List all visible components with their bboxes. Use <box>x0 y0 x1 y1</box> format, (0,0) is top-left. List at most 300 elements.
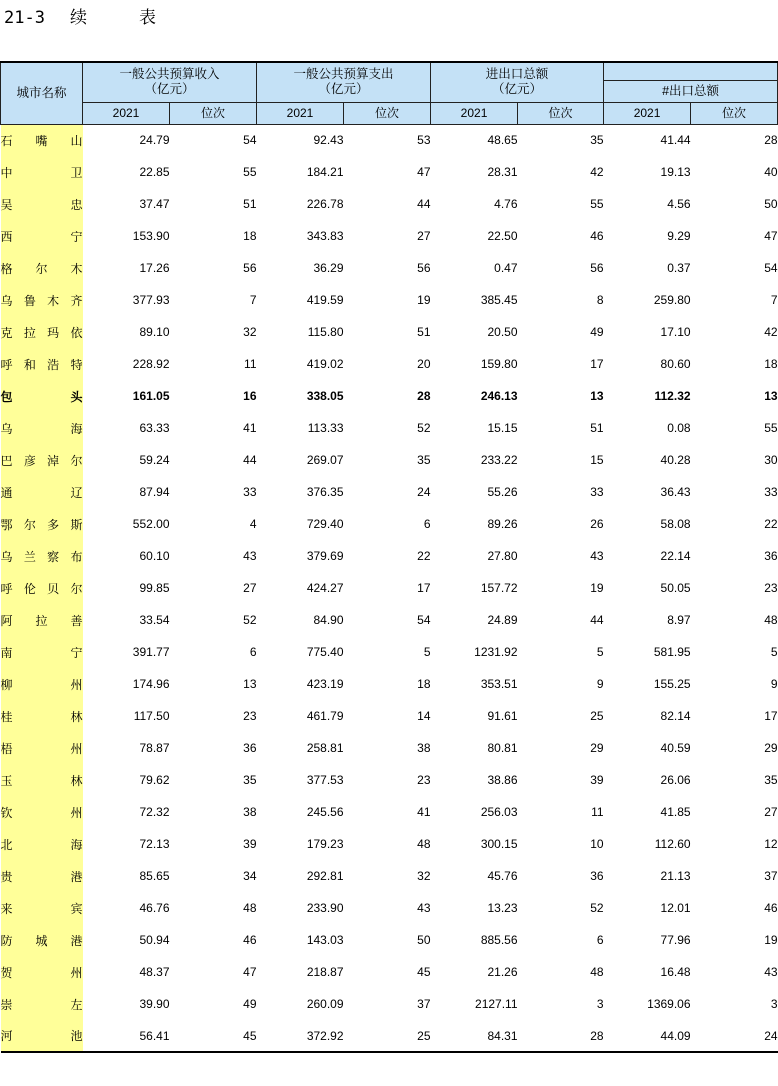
trade-rank-cell: 8 <box>596 293 604 307</box>
city-name-cell: 吴忠 <box>1 188 83 220</box>
header-revenue-rank: 位次 <box>170 102 257 124</box>
expenditure-rank-cell: 51 <box>417 325 431 339</box>
revenue-2021-cell: 72.13 <box>139 837 170 851</box>
revenue-rank-cell: 38 <box>243 805 257 819</box>
revenue-rank-cell: 18 <box>243 229 257 243</box>
expenditure-rank-cell: 6 <box>423 517 431 531</box>
export-2021-cell: 4.56 <box>667 197 691 211</box>
export-2021-cell: 40.59 <box>660 741 691 755</box>
trade-2021-cell: 38.86 <box>487 773 518 787</box>
revenue-rank-cell: 27 <box>243 581 257 595</box>
header-revenue-year: 2021 <box>83 102 170 124</box>
city-name-cell: 石嘴山 <box>1 124 83 156</box>
export-2021-cell: 16.48 <box>660 965 691 979</box>
trade-rank-cell: 51 <box>590 421 604 435</box>
expenditure-2021-cell: 115.80 <box>307 325 344 339</box>
trade-2021-cell: 27.80 <box>487 549 518 563</box>
export-2021-cell: 36.43 <box>660 485 691 499</box>
trade-2021-cell: 157.72 <box>480 581 518 595</box>
export-2021-cell: 9.29 <box>667 229 691 243</box>
expenditure-rank-cell: 20 <box>417 357 431 371</box>
trade-rank-cell: 9 <box>596 677 604 691</box>
table-row <box>1 1020 778 1052</box>
trade-2021-cell: 256.03 <box>480 805 518 819</box>
trade-rank-cell: 39 <box>590 773 604 787</box>
header-trade-total-title: 进出口总额 <box>485 67 549 82</box>
expenditure-2021-cell: 419.59 <box>306 293 344 307</box>
header-trade-year: 2021 <box>431 102 518 124</box>
expenditure-rank-cell: 53 <box>417 133 431 148</box>
expenditure-rank-cell: 47 <box>417 165 431 179</box>
trade-2021-cell: 45.76 <box>487 869 518 883</box>
export-rank-cell: 30 <box>764 453 778 467</box>
revenue-rank-cell: 48 <box>243 901 257 915</box>
export-rank-cell: 43 <box>764 965 778 979</box>
revenue-2021-cell: 63.33 <box>139 421 170 435</box>
expenditure-2021-cell: 377.53 <box>306 773 344 787</box>
export-2021-cell: 19.13 <box>660 165 691 179</box>
header-budget-expenditure <box>257 62 431 102</box>
revenue-2021-cell: 39.90 <box>139 997 170 1011</box>
revenue-rank-cell: 52 <box>243 613 257 627</box>
trade-2021-cell: 28.31 <box>487 165 518 179</box>
expenditure-rank-cell: 17 <box>417 581 431 595</box>
revenue-2021-cell: 24.79 <box>139 133 170 148</box>
header-budget-revenue <box>83 62 257 102</box>
header-budget-revenue-unit: （亿元） <box>144 82 195 97</box>
export-2021-cell: 41.85 <box>660 805 691 819</box>
table-row <box>1 572 778 604</box>
revenue-rank-cell: 46 <box>243 933 257 947</box>
export-2021-cell: 17.10 <box>660 325 691 339</box>
header-blank-cell <box>604 62 778 80</box>
table-row <box>1 284 778 316</box>
expenditure-rank-cell: 37 <box>417 997 431 1011</box>
revenue-rank-cell: 34 <box>243 869 257 883</box>
expenditure-2021-cell: 233.90 <box>306 901 344 915</box>
revenue-2021-cell: 377.93 <box>132 293 170 307</box>
expenditure-rank-cell: 24 <box>417 485 431 499</box>
expenditure-2021-cell: 419.02 <box>306 357 344 371</box>
revenue-rank-cell: 47 <box>243 965 257 979</box>
table-row <box>1 700 778 732</box>
revenue-rank-cell: 7 <box>249 293 257 307</box>
revenue-2021-cell: 174.96 <box>132 677 170 691</box>
trade-rank-cell: 26 <box>590 517 604 531</box>
trade-rank-cell: 33 <box>590 485 604 499</box>
expenditure-2021-cell: 372.92 <box>257 1020 344 1052</box>
trade-rank-cell: 3 <box>596 997 604 1011</box>
trade-2021-cell: 20.50 <box>487 325 518 339</box>
revenue-2021-cell: 89.10 <box>139 325 170 339</box>
revenue-rank-cell: 32 <box>243 325 257 339</box>
city-name-cell: 乌鲁木齐 <box>1 284 83 316</box>
expenditure-2021-cell: 260.09 <box>306 997 344 1011</box>
revenue-rank-cell: 35 <box>243 773 257 787</box>
trade-2021-cell: 24.89 <box>487 613 518 627</box>
revenue-2021-cell: 85.65 <box>139 869 170 883</box>
trade-rank-cell: 15 <box>590 453 604 467</box>
export-rank-cell: 22 <box>764 517 778 531</box>
table-row <box>1 796 778 828</box>
expenditure-2021-cell: 258.81 <box>306 741 344 755</box>
trade-rank-cell: 56 <box>590 261 604 275</box>
city-name-cell: 南宁 <box>1 636 83 668</box>
revenue-rank-cell: 49 <box>243 997 257 1011</box>
revenue-rank-cell: 33 <box>243 485 257 499</box>
city-name-cell: 呼伦贝尔 <box>1 572 83 604</box>
header-export-total: #出口总额 <box>604 80 778 102</box>
table-row <box>1 220 778 252</box>
trade-2021-cell: 89.26 <box>487 517 518 531</box>
export-rank-cell: 3 <box>770 997 778 1011</box>
header-budget-expenditure-title: 一般公共预算支出 <box>293 67 394 82</box>
trade-2021-cell: 91.61 <box>487 709 518 723</box>
revenue-2021-cell: 59.24 <box>139 453 170 467</box>
trade-rank-cell: 6 <box>596 933 604 947</box>
trade-rank-cell: 10 <box>590 837 604 851</box>
header-expenditure-rank: 位次 <box>344 102 431 124</box>
expenditure-rank-cell: 19 <box>417 293 431 307</box>
trade-rank-cell: 49 <box>590 325 604 339</box>
expenditure-2021-cell: 423.19 <box>306 677 344 691</box>
expenditure-rank-cell: 54 <box>417 613 431 627</box>
revenue-2021-cell: 99.85 <box>139 581 170 595</box>
expenditure-rank-cell: 50 <box>417 933 431 947</box>
trade-rank-cell: 46 <box>590 229 604 243</box>
export-2021-cell: 1369.06 <box>647 997 691 1011</box>
expenditure-2021-cell: 218.87 <box>306 965 344 979</box>
trade-rank-cell: 11 <box>591 805 604 819</box>
revenue-rank-cell: 56 <box>243 261 257 275</box>
table-row <box>1 252 778 284</box>
trade-2021-cell: 233.22 <box>480 453 518 467</box>
table-row <box>1 956 778 988</box>
table-continued-label: 续表 <box>70 8 156 27</box>
trade-2021-cell: 1231.92 <box>474 645 518 659</box>
table-row <box>1 668 778 700</box>
revenue-rank-cell: 36 <box>243 741 257 755</box>
trade-rank-cell: 13 <box>590 389 604 403</box>
export-rank-cell: 27 <box>764 805 778 819</box>
trade-2021-cell: 885.56 <box>480 933 518 947</box>
export-2021-cell: 155.25 <box>653 677 691 691</box>
table-row <box>1 540 778 572</box>
export-2021-cell: 40.28 <box>660 453 691 467</box>
expenditure-rank-cell: 35 <box>417 453 431 467</box>
expenditure-2021-cell: 92.43 <box>313 133 344 148</box>
trade-2021-cell: 300.15 <box>480 837 518 851</box>
revenue-rank-cell: 51 <box>243 197 257 211</box>
revenue-2021-cell: 79.62 <box>139 773 170 787</box>
city-name-cell: 乌兰察布 <box>1 540 83 572</box>
header-export-rank: 位次 <box>691 102 778 124</box>
expenditure-rank-cell: 25 <box>344 1020 431 1052</box>
export-rank-cell: 17 <box>764 709 778 723</box>
city-name-cell: 贵港 <box>1 860 83 892</box>
export-2021-cell: 8.97 <box>667 613 691 627</box>
trade-rank-cell: 36 <box>590 869 604 883</box>
export-rank-cell: 24 <box>691 1020 778 1052</box>
trade-rank-cell: 19 <box>590 581 604 595</box>
export-rank-cell: 29 <box>764 741 778 755</box>
table-row <box>1 892 778 924</box>
export-2021-cell: 41.44 <box>660 133 691 148</box>
revenue-2021-cell: 391.77 <box>132 645 170 659</box>
export-rank-cell: 42 <box>764 325 778 339</box>
header-trade-total <box>431 62 604 102</box>
expenditure-2021-cell: 338.05 <box>306 389 344 403</box>
export-2021-cell: 82.14 <box>660 709 691 723</box>
trade-rank-cell: 55 <box>590 197 604 211</box>
expenditure-rank-cell: 48 <box>417 837 431 851</box>
table-row <box>1 444 778 476</box>
city-name-cell: 鄂尔多斯 <box>1 508 83 540</box>
export-rank-cell: 9 <box>770 677 778 691</box>
trade-rank-cell: 43 <box>590 549 604 563</box>
table-row <box>1 348 778 380</box>
table-row <box>1 188 778 220</box>
header-budget-expenditure-unit: （亿元） <box>318 82 369 97</box>
export-2021-cell: 259.80 <box>653 293 691 307</box>
revenue-2021-cell: 17.26 <box>139 261 170 275</box>
expenditure-2021-cell: 36.29 <box>313 261 344 275</box>
table-row <box>1 988 778 1020</box>
export-2021-cell: 581.95 <box>653 645 691 659</box>
header-city-name: 城市名称 <box>1 62 83 124</box>
trade-2021-cell: 4.76 <box>494 197 518 211</box>
expenditure-rank-cell: 38 <box>417 741 431 755</box>
expenditure-2021-cell: 461.79 <box>306 709 344 723</box>
expenditure-2021-cell: 226.78 <box>306 197 344 211</box>
expenditure-2021-cell: 184.21 <box>306 165 344 179</box>
city-name-cell: 阿拉善 <box>1 604 83 636</box>
city-name-cell: 通辽 <box>1 476 83 508</box>
revenue-rank-cell: 45 <box>170 1020 257 1052</box>
trade-rank-cell: 44 <box>590 613 604 627</box>
table-row <box>1 860 778 892</box>
expenditure-2021-cell: 424.27 <box>306 581 344 595</box>
city-name-cell: 玉林 <box>1 764 83 796</box>
header-budget-revenue-title: 一般公共预算收入 <box>119 67 220 82</box>
revenue-rank-cell: 16 <box>243 389 257 403</box>
table-header <box>1 62 778 124</box>
table-number: 21-3 <box>4 8 45 28</box>
city-name-cell: 呼和浩特 <box>1 348 83 380</box>
expenditure-2021-cell: 343.83 <box>306 229 344 243</box>
expenditure-rank-cell: 22 <box>417 549 431 563</box>
export-rank-cell: 23 <box>764 581 778 595</box>
trade-rank-cell: 48 <box>590 965 604 979</box>
trade-rank-cell: 5 <box>596 645 604 659</box>
city-name-cell: 克拉玛依 <box>1 316 83 348</box>
city-name-cell: 贺州 <box>1 956 83 988</box>
revenue-rank-cell: 54 <box>243 133 257 148</box>
revenue-2021-cell: 48.37 <box>139 965 170 979</box>
city-name-cell: 河池 <box>1 1020 83 1052</box>
expenditure-rank-cell: 45 <box>417 965 431 979</box>
revenue-2021-cell: 50.94 <box>139 933 170 947</box>
table-row <box>1 124 778 156</box>
expenditure-rank-cell: 52 <box>417 421 431 435</box>
revenue-2021-cell: 228.92 <box>132 357 170 371</box>
header-trade-rank: 位次 <box>518 102 604 124</box>
city-name-cell: 来宾 <box>1 892 83 924</box>
revenue-rank-cell: 55 <box>243 165 257 179</box>
expenditure-rank-cell: 41 <box>417 805 431 819</box>
revenue-2021-cell: 37.47 <box>139 197 170 211</box>
revenue-rank-cell: 43 <box>243 549 257 563</box>
revenue-2021-cell: 87.94 <box>139 485 170 499</box>
export-rank-cell: 36 <box>764 549 778 563</box>
export-rank-cell: 7 <box>770 293 778 307</box>
export-rank-cell: 47 <box>764 229 778 243</box>
table-row <box>1 156 778 188</box>
revenue-2021-cell: 552.00 <box>132 517 170 531</box>
revenue-rank-cell: 13 <box>243 677 257 691</box>
trade-2021-cell: 48.65 <box>487 133 518 148</box>
export-rank-cell: 48 <box>764 613 778 627</box>
revenue-rank-cell: 11 <box>244 357 257 371</box>
revenue-2021-cell: 72.32 <box>139 805 170 819</box>
trade-2021-cell: 246.13 <box>480 389 518 403</box>
header-row-subheaders <box>1 102 778 124</box>
city-name-cell: 钦州 <box>1 796 83 828</box>
table-row <box>1 380 778 412</box>
table-row <box>1 508 778 540</box>
export-rank-cell: 19 <box>764 933 778 947</box>
export-2021-cell: 112.60 <box>654 837 691 851</box>
table-row <box>1 732 778 764</box>
city-name-cell: 桂林 <box>1 700 83 732</box>
revenue-rank-cell: 4 <box>249 517 257 531</box>
expenditure-rank-cell: 32 <box>417 869 431 883</box>
export-rank-cell: 40 <box>764 165 778 179</box>
city-name-cell: 格尔木 <box>1 252 83 284</box>
expenditure-2021-cell: 269.07 <box>306 453 344 467</box>
trade-2021-cell: 80.81 <box>487 741 518 755</box>
export-rank-cell: 12 <box>764 837 778 851</box>
trade-rank-cell: 25 <box>590 709 604 723</box>
export-rank-cell: 55 <box>764 421 778 435</box>
expenditure-2021-cell: 292.81 <box>306 869 344 883</box>
export-rank-cell: 37 <box>764 869 778 883</box>
expenditure-rank-cell: 27 <box>417 229 431 243</box>
city-name-cell: 防城港 <box>1 924 83 956</box>
export-2021-cell: 26.06 <box>660 773 691 787</box>
revenue-rank-cell: 39 <box>243 837 257 851</box>
city-name-cell: 巴彦淖尔 <box>1 444 83 476</box>
trade-2021-cell: 0.47 <box>494 261 518 275</box>
trade-2021-cell: 55.26 <box>487 485 518 499</box>
trade-rank-cell: 42 <box>590 165 604 179</box>
expenditure-rank-cell: 28 <box>417 389 431 403</box>
table-row <box>1 636 778 668</box>
trade-2021-cell: 385.45 <box>480 293 518 307</box>
trade-2021-cell: 353.51 <box>480 677 518 691</box>
export-rank-cell: 46 <box>764 901 778 915</box>
city-name-cell: 西宁 <box>1 220 83 252</box>
export-rank-cell: 28 <box>764 133 778 148</box>
city-name-cell: 中卫 <box>1 156 83 188</box>
city-name-cell: 梧州 <box>1 732 83 764</box>
header-expenditure-year: 2021 <box>257 102 344 124</box>
statistics-table <box>0 61 778 1053</box>
expenditure-2021-cell: 379.69 <box>306 549 344 563</box>
export-rank-cell: 50 <box>764 197 778 211</box>
trade-2021-cell: 84.31 <box>431 1020 518 1052</box>
export-2021-cell: 80.60 <box>660 357 691 371</box>
header-export-year: 2021 <box>604 102 691 124</box>
expenditure-rank-cell: 23 <box>417 773 431 787</box>
export-2021-cell: 0.37 <box>667 261 691 275</box>
revenue-2021-cell: 153.90 <box>132 229 170 243</box>
revenue-2021-cell: 22.85 <box>139 165 170 179</box>
table-row <box>1 476 778 508</box>
trade-2021-cell: 13.23 <box>487 901 518 915</box>
expenditure-2021-cell: 143.03 <box>306 933 344 947</box>
city-name-cell: 柳州 <box>1 668 83 700</box>
revenue-rank-cell: 23 <box>243 709 257 723</box>
expenditure-2021-cell: 84.90 <box>313 613 344 627</box>
trade-2021-cell: 22.50 <box>487 229 518 243</box>
revenue-2021-cell: 46.76 <box>139 901 170 915</box>
city-name-cell: 北海 <box>1 828 83 860</box>
expenditure-rank-cell: 44 <box>417 197 431 211</box>
expenditure-rank-cell: 14 <box>417 709 431 723</box>
trade-rank-cell: 29 <box>590 741 604 755</box>
table-row <box>1 924 778 956</box>
export-2021-cell: 21.13 <box>660 869 691 883</box>
revenue-rank-cell: 6 <box>249 645 257 659</box>
header-trade-total-unit: （亿元） <box>492 82 543 97</box>
revenue-rank-cell: 41 <box>243 421 257 435</box>
revenue-rank-cell: 44 <box>243 453 257 467</box>
export-rank-cell: 54 <box>764 261 778 275</box>
table-row <box>1 412 778 444</box>
expenditure-rank-cell: 43 <box>417 901 431 915</box>
export-2021-cell: 12.01 <box>660 901 691 915</box>
revenue-2021-cell: 117.50 <box>133 709 170 723</box>
export-2021-cell: 77.96 <box>660 933 691 947</box>
header-row-top <box>1 62 778 80</box>
export-2021-cell: 50.05 <box>660 581 691 595</box>
table-row <box>1 828 778 860</box>
trade-rank-cell: 35 <box>590 133 604 148</box>
trade-2021-cell: 21.26 <box>487 965 518 979</box>
expenditure-rank-cell: 5 <box>423 645 431 659</box>
trade-2021-cell: 159.80 <box>480 357 518 371</box>
export-2021-cell: 112.32 <box>654 389 691 403</box>
table-row <box>1 604 778 636</box>
expenditure-2021-cell: 179.23 <box>306 837 344 851</box>
city-name-cell: 包头 <box>1 380 83 412</box>
export-rank-cell: 18 <box>764 357 778 371</box>
expenditure-2021-cell: 775.40 <box>306 645 344 659</box>
export-2021-cell: 58.08 <box>660 517 691 531</box>
table-row <box>1 316 778 348</box>
expenditure-rank-cell: 18 <box>417 677 431 691</box>
revenue-2021-cell: 33.54 <box>139 613 170 627</box>
trade-rank-cell: 28 <box>518 1020 604 1052</box>
export-2021-cell: 44.09 <box>604 1020 691 1052</box>
expenditure-2021-cell: 245.56 <box>306 805 344 819</box>
export-rank-cell: 5 <box>770 645 778 659</box>
expenditure-2021-cell: 376.35 <box>306 485 344 499</box>
trade-rank-cell: 17 <box>590 357 604 371</box>
export-2021-cell: 22.14 <box>660 549 691 563</box>
revenue-2021-cell: 60.10 <box>139 549 170 563</box>
